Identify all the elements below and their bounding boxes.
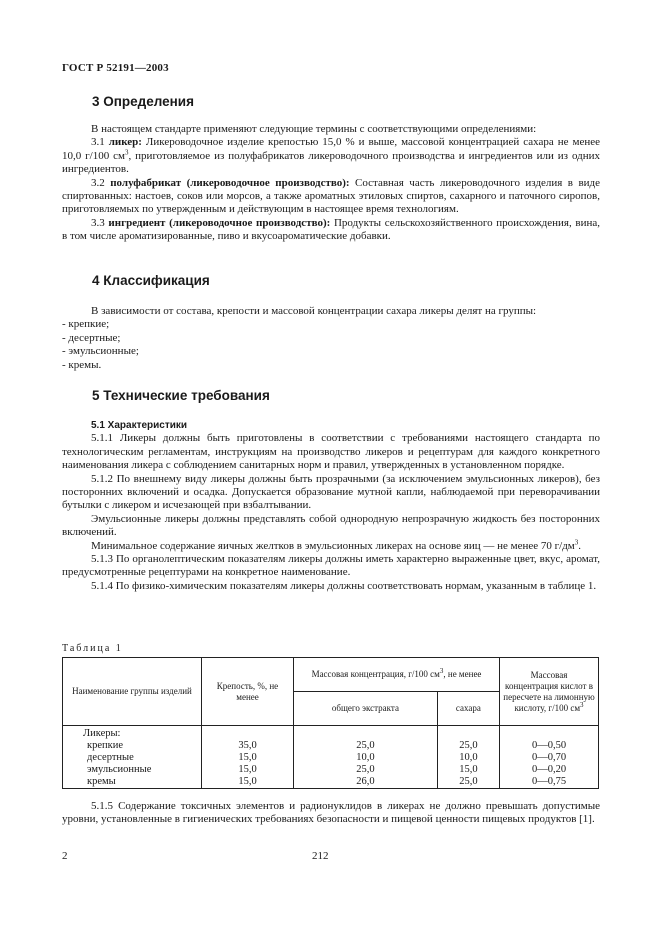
row-name: крепкие — [87, 740, 124, 751]
definition-3-1: 3.1 ликер: Ликероводочное изделие крепостью 15,0 % и выше, массовой концентрацией сахара не менее 10,0 г/100 $см^3$, приготовляемое из полуфабрикатов ликероводочного производства и ингредиентов или из одних ингредиентов. — [62, 136, 600, 176]
table-1 — [62, 657, 599, 789]
row-name: эмульсионные — [87, 764, 152, 775]
list-item: - десертные; — [62, 331, 121, 344]
extract-column: 25,0 10,0 25,0 26,0 — [294, 726, 438, 789]
list-item: - эмульсионные; — [62, 345, 139, 358]
paragraph-5-1-2-b: Эмульсионные ликеры должны представлять собой однородную непрозрачную жидкость без посторонних включений. — [62, 512, 600, 539]
header-group-name: Наименование группы изделий — [63, 658, 202, 726]
section-4-body — [62, 305, 600, 372]
table-row — [63, 726, 599, 789]
paragraph-5-1-2-c: Минимальное содержание яичных желтков в эмульсионных ликерах на основе яиц — не менее 70 $г/дм^3$. — [91, 538, 582, 552]
paragraph-5-1-1: 5.1.1 Ликеры должны быть приготовлены в соответствии с требованиями настоящего стандарта по технологическим регламентам, инструкциям на производство ликеров и рецептурам для каждого конкретного наименования ликера с соблюдением санитарных норм и правил, утвержденных в установленном порядке. — [62, 432, 600, 472]
header-mass-concentration: Массовая концентрация, г/100 $см^3$, не менее — [294, 658, 500, 692]
paragraph-5-1-2: 5.1.2 По внешнему виду ликеры должны быть прозрачными (за исключением эмульсионных ликеров), без посторонних включений и осадка. Допускается образование мутной капли, наблюдаемой при переворачивании бутылки с ликером и исчезающей при взбалтывании. — [62, 472, 600, 512]
page-number-center: 212 — [312, 850, 329, 862]
table-caption: Таблица 1 — [62, 643, 123, 654]
section-4-intro: В зависимости от состава, крепости и массовой концентрации сахара ликеры делят на группы: — [91, 305, 537, 317]
subsection-5-1-title: 5.1 Характеристики — [91, 420, 188, 431]
header-acid: Массовая концентрация кислот в пересчете на лимонную кислоту, г/100 $см^3$ — [500, 658, 599, 726]
paragraph-5-1-3: 5.1.3 По органолептическим показателям ликеры должны иметь характерно выраженные цвет, вкус, аромат, предусмотренные рецептурами на конкретное наименование. — [62, 553, 600, 579]
section-5-body — [62, 419, 600, 593]
list-item: - крепкие; — [62, 318, 110, 331]
header-sugar: сахара — [437, 692, 499, 726]
section-3-intro: В настоящем стандарте применяют следующие термины с соответствующими определениями: — [91, 123, 537, 135]
strength-column: 35,0 15,0 15,0 15,0 — [202, 726, 294, 789]
document-id: ГОСТ Р 52191—2003 — [62, 62, 169, 74]
row-name: кремы — [87, 776, 116, 787]
section-5-title: 5 Технические требования — [92, 388, 270, 403]
paragraph-5-1-5-block — [62, 800, 600, 827]
list-item: - кремы. — [62, 358, 102, 371]
paragraph-5-1-4: 5.1.4 По физико-химическим показателям ликеры должны соответствовать нормам, указанным в таблице 1. — [91, 579, 597, 592]
header-strength: Крепость, %, не менее — [202, 658, 294, 726]
section-3-body — [62, 123, 600, 244]
page-number-left: 2 — [62, 850, 68, 862]
paragraph-5-1-5: 5.1.5 Содержание токсичных элементов и радионуклидов в ликерах не должно превышать допустимые уровни, установленные в гигиенических требованиях безопасности и пищевой ценности пищевых продуктов [1]. — [62, 800, 600, 826]
acid-column: 0—0,50 0—0,70 0—0,20 0—0,75 — [500, 726, 599, 789]
definition-3-2: 3.2 полуфабрикат (ликероводочное производство): Составная часть ликероводочного изделия в виде спиртованных: настоев, соков или морсов, а также ароматных этиловых спиртов, сахарного и паточного сиропов, приготовляемых по утвержденным и действующим в настоящее время технологиям. — [62, 176, 600, 216]
header-extract: общего экстракта — [294, 692, 438, 726]
section-4-title: 4 Классификация — [92, 273, 210, 288]
sugar-column: 25,0 10,0 15,0 25,0 — [437, 726, 499, 789]
row-name: десертные — [87, 752, 134, 763]
section-3-title: 3 Определения — [92, 94, 194, 109]
group-name-column: Ликеры: крепкие десертные эмульсионные кремы — [63, 726, 202, 789]
definition-3-3: 3.3 ингредиент (ликероводочное производство): Продукты сельскохозяйственного происхождения, вина, в том числе ароматизированные, пиво и вкусоароматические добавки. — [62, 216, 600, 243]
